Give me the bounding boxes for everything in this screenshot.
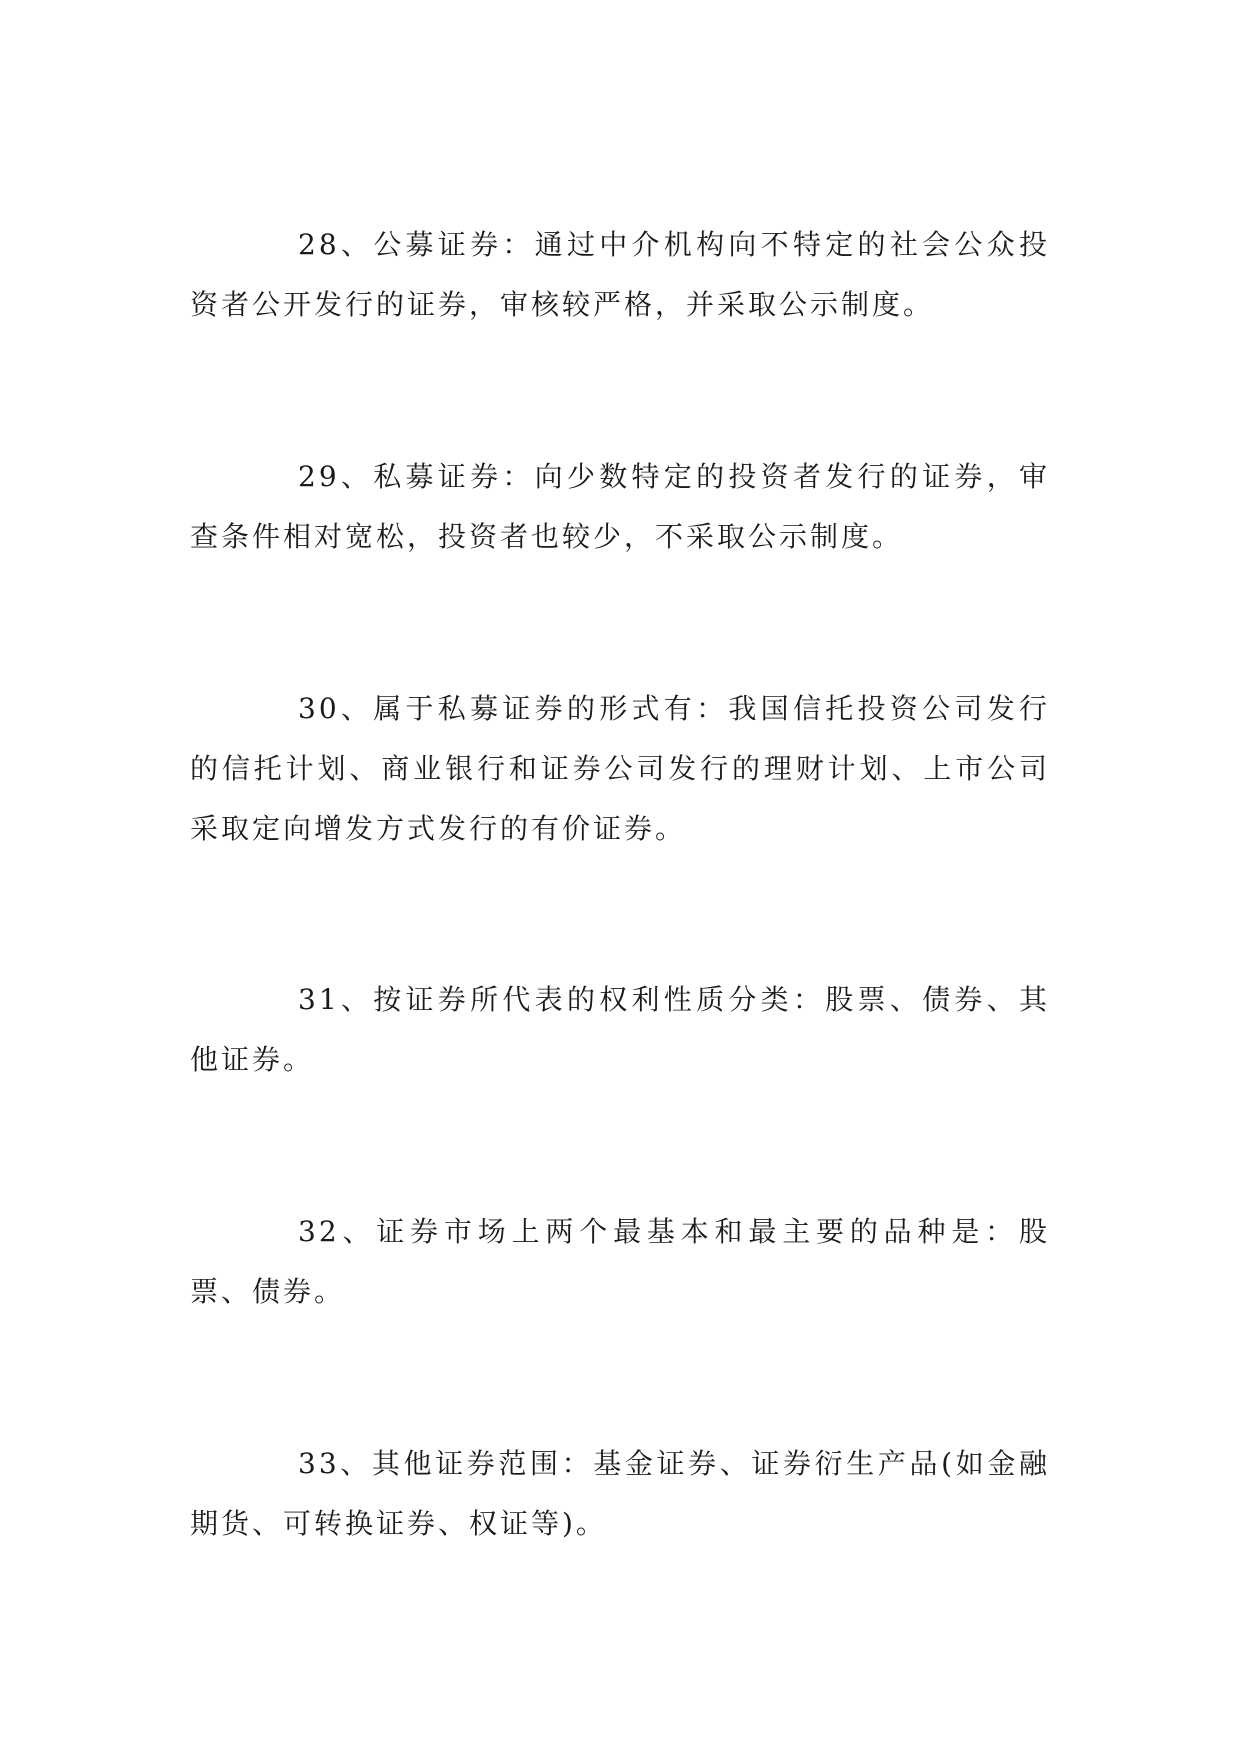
paragraph-28: 28、公募证券：通过中介机构向不特定的社会公众投资者公开发行的证券，审核较严格，并采取公示制度。 (190, 228, 1050, 321)
paragraph-33: 33、其他证券范围：基金证券、证券衍生产品(如金融期货、可转换证券、权证等)。 (190, 1447, 1050, 1540)
paragraph-29: 29、私募证券：向少数特定的投资者发行的证券，审查条件相对宽松，投资者也较少，不采取公示制度。 (190, 460, 1050, 553)
paragraph-31: 31、按证券所代表的权利性质分类：股票、债券、其他证券。 (190, 983, 1050, 1076)
paragraph-30: 30、属于私募证券的形式有：我国信托投资公司发行的信托计划、商业银行和证券公司发行的理财计划、上市公司采取定向增发方式发行的有价证券。 (190, 692, 1050, 845)
paragraph-32: 32、证券市场上两个最基本和最主要的品种是：股票、债券。 (190, 1215, 1050, 1308)
